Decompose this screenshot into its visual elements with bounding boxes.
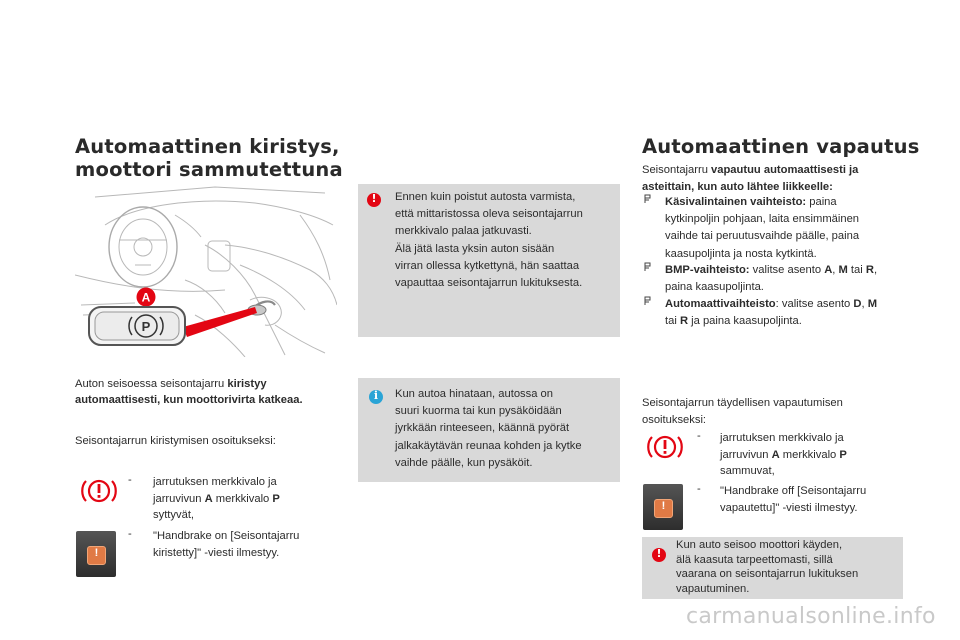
left-item2-dash: -	[128, 528, 132, 540]
right-item1-text: jarrutuksen merkkivalo ja jarruvivun A merkkivalo P sammuvat,	[720, 432, 847, 477]
handbrake-display-icon	[76, 531, 116, 577]
info-icon	[369, 390, 383, 404]
right-intro: Seisontajarru vapautuu automaattisesti ja asteittain, kun auto lähtee liikkeelle:	[642, 164, 859, 193]
right-item2-dash: -	[697, 483, 701, 495]
left-item1-dash: -	[128, 474, 132, 486]
bullet-icon	[644, 194, 652, 207]
warning-icon	[367, 193, 381, 207]
footer-watermark: carmanualsonline.info	[686, 604, 936, 629]
car-interior-illustration	[75, 185, 337, 357]
warning-icon	[652, 548, 666, 562]
warning-box-text: Ennen kuin poistut autosta varmista, että mittaristossa oleva seisontajarrun merkkivalo palaa jatkuvasti. Älä jätä lasta yksin auton sisään virran ollessa kytkettynä, hän saattaa vapauttaa seisontajarrun lukituksesta.	[395, 191, 583, 290]
svg-text:P: P	[141, 319, 151, 334]
warning-box-engine-running	[642, 537, 903, 599]
right-title: Automaattinen vapautus	[642, 135, 920, 158]
left-item2-text: "Handbrake on [Seisontajarru kiristetty]" -viesti ilmestyy.	[153, 530, 300, 559]
automatic-gearbox-text: Automaattivaihteisto: valitse asento D, M tai R ja paina kaasupoljinta.	[665, 298, 878, 328]
right-item1-dash: -	[697, 430, 701, 442]
left-indicators-heading: Seisontajarrun kiristymisen osoitukseksi:	[75, 435, 276, 447]
brake-warning-icon	[646, 432, 684, 462]
left-title-line1: Automaattinen kiristys,	[75, 135, 340, 158]
callout-label-a: A	[141, 290, 151, 305]
warning-box-text: Kun auto seisoo moottori käyden, älä kaasuta tarpeettomasti, sillä vaarana on seisontajarrun lukituksen vapautuminen.	[676, 539, 859, 595]
brake-warning-icon	[80, 476, 118, 506]
bullet-icon	[644, 262, 652, 275]
bmp-gearbox-text: BMP-vaihteisto: valitse asento A, M tai R, paina kaasupoljinta.	[665, 264, 878, 294]
manual-gearbox-text: Käsivalintainen vaihteisto: paina kytkinpoljin pohjaan, laita ensimmäinen vaihde tai peruutusvaihde päälle, paina kaasupoljinta ja nosta kytkintä.	[665, 196, 860, 260]
left-intro: Auton seisoessa seisontajarru kiristyy automaattisesti, kun moottorivirta katkeaa.	[75, 378, 303, 406]
release-heading: Seisontajarrun täydellisen vapautumisen osoitukseksi:	[642, 397, 843, 426]
left-title-line2: moottori sammutettuna	[75, 158, 343, 181]
bullet-icon	[644, 296, 652, 309]
left-item1-text: jarrutuksen merkkivalo ja jarruvivun A merkkivalo P syttyvät,	[153, 476, 280, 521]
warning-box-leaving-car	[358, 184, 620, 337]
right-item2-text: "Handbrake off [Seisontajarru vapautettu]" -viesti ilmestyy.	[720, 485, 867, 514]
handbrake-display-icon	[643, 484, 683, 530]
info-box-parking	[358, 378, 620, 482]
info-box-text: Kun autoa hinataan, autossa on suuri kuorma tai kun pysäköidään jyrkkään rinteeseen, käännä pyörät jalkakäytävän reunaa kohden ja kytke vaihde päälle, kun pysäköit.	[395, 388, 582, 469]
